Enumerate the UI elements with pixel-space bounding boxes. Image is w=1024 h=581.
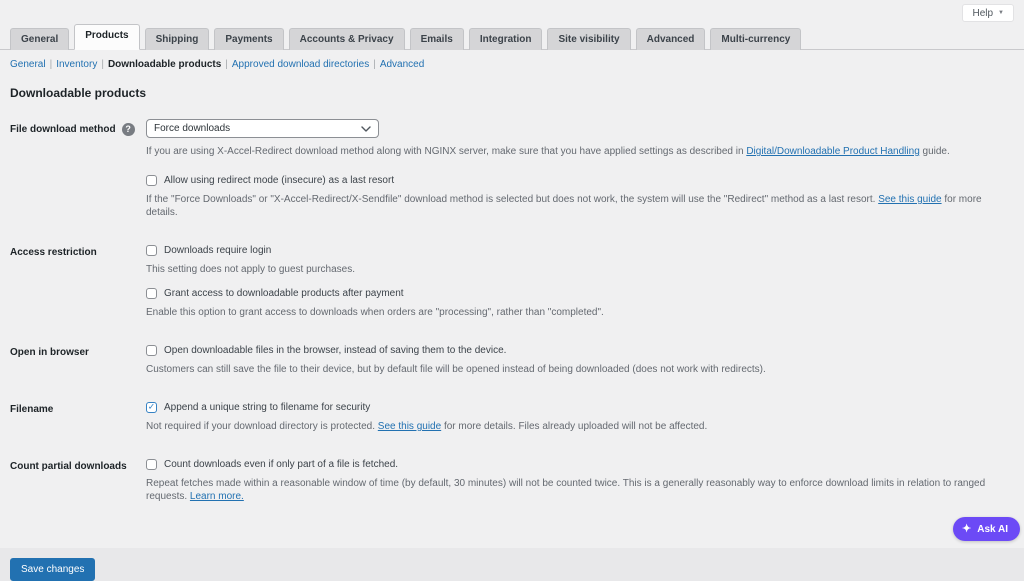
learn-more-link[interactable]: Learn more.: [189, 491, 244, 502]
row-label-text: Open in browser: [10, 347, 89, 358]
filename-label-cell: [10, 402, 146, 416]
tab-integration[interactable]: Integration: [469, 28, 543, 50]
file-download-method-select[interactable]: [146, 119, 379, 138]
check-icon: ✓: [147, 401, 156, 412]
tab-advanced[interactable]: Advanced: [636, 28, 706, 50]
desc-text: Not required if your download directory is protected.: [146, 421, 378, 432]
desc-text: guide.: [919, 146, 950, 157]
redirect-see-this-guide-link[interactable]: See this guide: [878, 194, 942, 205]
products-subsection-nav: [10, 59, 1024, 70]
section-count-partial-downloads: [10, 459, 1024, 503]
tab-emails[interactable]: Emails: [410, 28, 464, 50]
desc-text: for more details. Files already uploaded will not be affected.: [441, 421, 708, 432]
open-in-browser-desc: Customers can still save the file to their device, but by default file will be opened instead of being downloaded (does not work with redirects).: [146, 364, 766, 375]
chevron-down-icon: ▼: [998, 10, 1004, 16]
chevron-down-icon: [361, 126, 371, 132]
subnav-item-inventory[interactable]: Inventory: [56, 59, 98, 70]
ask-ai-label: Ask AI: [977, 523, 1008, 535]
tab-multi-currency[interactable]: Multi-currency: [710, 28, 801, 50]
count-partial-downloads-checkbox[interactable]: [146, 459, 157, 470]
save-changes-button[interactable]: Save changes: [10, 558, 95, 581]
digital-downloadable-product-handling-link[interactable]: Digital/Downloadable Product Handling: [746, 146, 920, 157]
row-label-text: Count partial downloads: [10, 461, 127, 472]
grant-access-after-payment-checkbox[interactable]: [146, 288, 157, 299]
redirect-mode-desc: [146, 193, 1014, 219]
open-in-browser-checkbox-label[interactable]: Open downloadable files in the browser, instead of saving them to the device.: [164, 345, 507, 356]
row-label-text: File download method: [10, 123, 116, 135]
tab-shipping[interactable]: Shipping: [145, 28, 210, 50]
desc-text: If you are using X-Accel-Redirect download method along with NGINX server, make sure that you have applied settings as described in: [146, 146, 747, 157]
select-value: Force downloads: [154, 123, 231, 134]
access-restriction-label-cell: [10, 245, 146, 259]
section-file-download-method: [10, 119, 1024, 219]
sparkle-icon: ✦: [962, 522, 972, 535]
subnav-separator: |: [49, 59, 53, 70]
downloads-require-login-checkbox[interactable]: [146, 245, 157, 256]
tab-products[interactable]: Products: [74, 24, 139, 50]
desc-text: If the "Force Downloads" or "X-Accel-Redirect/X-Sendfile" download method is selected but does not work, the system will use the "Redirect" method as a last resort.: [146, 194, 879, 205]
tab-general[interactable]: General: [10, 28, 69, 50]
open-in-browser-checkbox[interactable]: [146, 345, 157, 356]
subnav-item-approved-download-directories[interactable]: Approved download directories: [231, 59, 370, 70]
filename-desc: [146, 420, 1014, 433]
count-partial-downloads-label-cell: [10, 459, 146, 473]
row-label-text: Access restriction: [10, 247, 97, 258]
grant-access-after-payment-desc: Enable this option to grant access to downloads when orders are "processing", rather than "completed".: [146, 307, 604, 318]
file-download-method-desc: [146, 145, 1014, 158]
subnav-item-advanced[interactable]: Advanced: [379, 59, 425, 70]
tab-site-visibility[interactable]: Site visibility: [547, 28, 630, 50]
tab-payments[interactable]: Payments: [214, 28, 283, 50]
section-access-restriction: [10, 245, 1024, 319]
redirect-mode-checkbox-label[interactable]: Allow using redirect mode (insecure) as a last resort: [164, 175, 395, 186]
open-in-browser-label-cell: [10, 345, 146, 359]
file-download-method-label-cell: [10, 119, 146, 136]
desc-text: Repeat fetches made within a reasonable window of time (by default, 30 minutes) will not be counted twice. This is a generally reasonably way to enforce download limits in relation to ranged requests.: [146, 478, 986, 502]
subnav-separator: |: [101, 59, 104, 70]
subnav-item-downloadable-products[interactable]: Downloadable products: [107, 59, 222, 70]
desc-text: for more details.: [146, 194, 982, 218]
grant-access-after-payment-checkbox-label[interactable]: Grant access to downloadable products after payment: [164, 288, 404, 299]
help-tip-icon[interactable]: ?: [122, 123, 135, 136]
append-unique-string-checkbox[interactable]: [146, 402, 157, 413]
row-label-text: Filename: [10, 404, 54, 415]
help-button-label: Help: [972, 7, 994, 19]
page-title: Downloadable products: [10, 86, 147, 100]
append-unique-string-checkbox-label[interactable]: Append a unique string to filename for security: [164, 402, 371, 413]
count-partial-downloads-checkbox-label[interactable]: Count downloads even if only part of a file is fetched.: [164, 459, 399, 470]
help-button[interactable]: [962, 4, 1014, 22]
subnav-separator: |: [225, 59, 228, 70]
downloadable-products-form: [10, 119, 1024, 503]
subnav-separator: |: [373, 59, 376, 70]
tab-accounts-privacy[interactable]: Accounts & Privacy: [289, 28, 405, 50]
subnav-item-general[interactable]: General: [10, 59, 46, 70]
section-filename: [10, 402, 1024, 433]
downloads-require-login-desc: This setting does not apply to guest purchases.: [146, 264, 356, 275]
downloads-require-login-checkbox-label[interactable]: Downloads require login: [164, 245, 272, 256]
section-open-in-browser: [10, 345, 1024, 376]
filename-see-this-guide-link[interactable]: See this guide: [377, 421, 442, 432]
settings-tab-bar: [0, 0, 1024, 50]
count-partial-downloads-desc: [146, 477, 1014, 503]
redirect-mode-checkbox[interactable]: [146, 175, 157, 186]
ask-ai-button[interactable]: [953, 517, 1020, 541]
